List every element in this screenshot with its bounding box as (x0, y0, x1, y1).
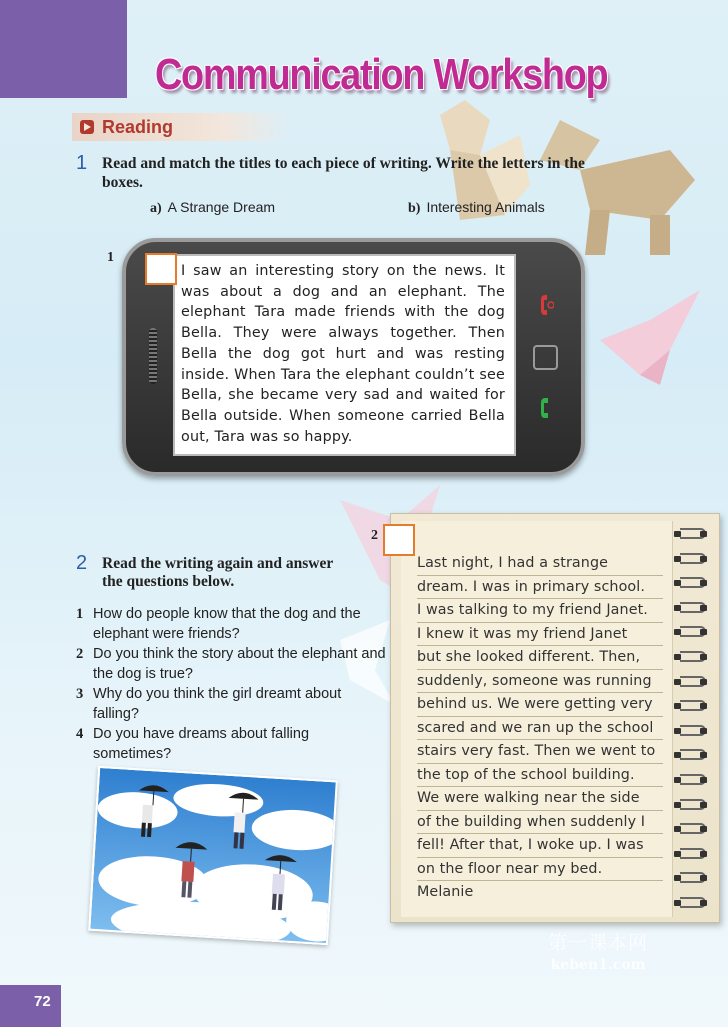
diary-signature: Melanie (417, 884, 474, 900)
home-button-icon (533, 345, 558, 370)
diary-line: stairs very fast. Then we went to (417, 740, 663, 764)
spiral-binding (672, 524, 712, 918)
answer-box-1[interactable] (145, 253, 177, 285)
exercise-1-instruction-line1: Read and match the titles to each piece of writing. Write the letters in the (102, 155, 585, 172)
exercise-1-instruction-line2: boxes. (102, 174, 143, 191)
question-text: Do you have dreams about falling sometimes? (93, 726, 310, 762)
exercise-2-instruction-line2: the questions below. (102, 573, 235, 590)
watermark-line2: keben1.com (550, 957, 646, 973)
option-a (150, 199, 275, 217)
exercise-2-instruction-line1: Read the writing again and answer (102, 555, 334, 572)
diary-line: I was talking to my friend Janet. (417, 599, 663, 623)
end-call-icon (540, 294, 554, 316)
diary-line: the top of the school building. (417, 764, 663, 788)
diary-line: I knew it was my friend Janet (417, 623, 663, 647)
text-1-body: I saw an interesting story on the news. It was about a dog and an elephant. The elephant Tara made friends with the dog Bella. They were always together. Then Bella the dog got hurt and was resting inside. When Tara the elephant couldn’t see Bella, she became very sad and waited for Bella outside. When someone carried Bella out, Tara was so happy. (181, 263, 505, 445)
question-text: Do you think the story about the elephant and the dog is true? (93, 646, 386, 682)
spiral-ring (672, 622, 712, 647)
spiral-ring (672, 696, 712, 721)
spiral-ring (672, 647, 712, 672)
page-number: 72 (34, 993, 51, 1010)
spiral-ring (672, 549, 712, 574)
exercise-1-number: 1 (76, 152, 88, 174)
text-2-diary (417, 552, 663, 905)
watermark (548, 928, 648, 973)
play-square-icon (80, 120, 94, 134)
question-item (76, 604, 386, 644)
diary-line: We were walking near the side (417, 787, 663, 811)
question-list (76, 604, 386, 764)
phone-speaker (149, 328, 157, 384)
diary-line: scared and we ran up the school (417, 717, 663, 741)
question-number: 3 (76, 686, 84, 702)
text-1-label: 1 (107, 250, 114, 265)
spiral-ring (672, 819, 712, 844)
spiral-ring (672, 573, 712, 598)
text-2-label: 2 (371, 528, 378, 543)
answer-box-2[interactable] (383, 524, 415, 556)
spiral-ring (672, 893, 712, 918)
sky-umbrella-photo (88, 766, 338, 945)
spiral-ring (672, 721, 712, 746)
diary-line: fell! After that, I woke up. I was (417, 834, 663, 858)
origami-crane-decoration (590, 280, 710, 390)
section-header-reading (72, 113, 289, 141)
spiral-ring (672, 795, 712, 820)
diary-line: Last night, I had a strange (417, 552, 663, 576)
page-title: Communication Workshop (155, 50, 608, 99)
option-b-text: Interesting Animals (426, 199, 545, 215)
corner-accent-block (0, 0, 127, 98)
diary-line: suddenly, someone was running (417, 670, 663, 694)
option-b-letter: b) (408, 201, 421, 216)
question-text: Why do you think the girl dreamt about falling? (93, 686, 342, 722)
option-a-text: A Strange Dream (167, 199, 276, 215)
exercise-2-number: 2 (76, 552, 88, 574)
diary-line: behind us. We were getting very (417, 693, 663, 717)
diary-line: but she looked different. Then, (417, 646, 663, 670)
option-a-letter: a) (150, 201, 162, 216)
spiral-ring (672, 598, 712, 623)
diary-line: on the floor near my bed. (417, 858, 663, 882)
question-number: 2 (76, 646, 84, 662)
question-text: How do people know that the dog and the elephant were friends? (93, 606, 361, 642)
spiral-ring (672, 672, 712, 697)
spiral-ring (672, 770, 712, 795)
section-label: Reading (102, 116, 174, 137)
question-item (76, 724, 386, 764)
question-number: 4 (76, 726, 84, 742)
question-item (76, 644, 386, 684)
diary-line: of the building when suddenly I (417, 811, 663, 835)
page-number-block (0, 985, 61, 1027)
question-number: 1 (76, 606, 84, 622)
watermark-line1: 第一课本网 (548, 932, 649, 954)
spiral-ring (672, 524, 712, 549)
call-icon (540, 397, 550, 419)
diary-line: dream. I was in primary school. (417, 576, 663, 600)
option-b (408, 199, 545, 217)
spiral-ring (672, 745, 712, 770)
question-item (76, 684, 386, 724)
spiral-ring (672, 844, 712, 869)
spiral-ring (672, 868, 712, 893)
